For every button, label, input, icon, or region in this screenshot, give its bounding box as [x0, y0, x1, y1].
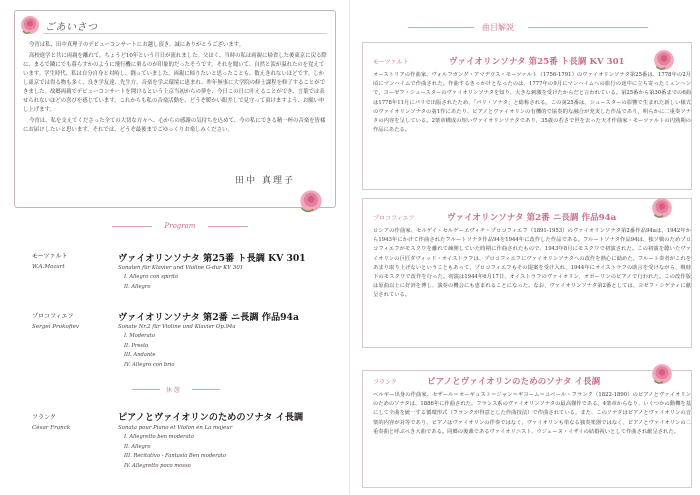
- rose-icon: [650, 362, 674, 386]
- note-box-prokofiev: [362, 198, 692, 348]
- program-ornament-right: [208, 226, 248, 227]
- program-movements-2: [124, 332, 175, 370]
- greeting-paragraph-2: 高校進学と共に両親を離れて、ちょうど10年という月日が流れました。父はく、当時の私は両親に帰省した後東京に戻る際に、まるで隣にでも暮らすかのように飛行機に乗るのが印象的だったそうです。それを聞いて、自然と涙が溢れたのを覚えています。学生時代、私は自分自身と対峙し、闘っていました。両親に帰りたいと思ったことも、数えきれないほどです。しかし東京では得る物も多く、良き学友達、先生方、音楽を学ぶ環境に恵まれ、昨年無事に大学院の修士課程を修了することができました。故郷両親でデビューコンサートを開けるという上京当初からの夢を、今日この日に叶えることができ、言葉では表せられないほどの喜びを感じています。これからも私の音楽活動を、どうぞ暖かい眼差しで見守って頂けますよう、お願い申し上げます。: [23, 53, 327, 113]
- notes-heading-rule-left: [408, 27, 474, 28]
- note-text-2: ロシアの作曲家、セルゲイ・セルゲーエヴィチ・プロコフィエフ（1891-1953）のヴァイオリンソナタ第2番作品94aは、1942年から1943年にかけて作曲されたフルートソナタ作品94を1944年に改作した作品である。フルートソナタ作品94は、独ソ戦のためプロコフィエフがモスクワを離れて疎開していた時期に作曲されたもので、1943年8月にモスクワで初演された。この初演を聴いたヴァイオリンの巨匠ダヴィッド・オイストラフは、プロコフィエフにヴァイオリンソナタへの改作を熱心に勧めた。フルート奏者がこれをあまり取り上げないということもあって、プロコフィエフもその提案を受け入れ、1944年にオイストラフの助言を受けながら、戦時下のモスクワで改作を行った。初演は1944年6月17日、オイストラフのヴァイオリン、オボーリンのピアノで行われた。この改作版は原曲以上に好評を博し、演奏の機会にも恵まれることになった。なお、ヴァイオリンソナタ第2番としては、ヨゼフ・シゲティに献呈されている。: [373, 228, 691, 299]
- program-work-subtitle-2: Sonate Nr.2 für Violine und Klavier Op.94a: [118, 324, 236, 330]
- movement: IV. Allegretto poco mosso: [124, 462, 191, 469]
- left-page: [0, 0, 348, 495]
- program-composer-jp-3: フランク: [32, 414, 56, 421]
- note-composer-2: プロコフィエフ: [373, 215, 415, 222]
- greeting-paragraph-3: 今宵は、私を支えてくださった全ての大切な方々へ、心からの感謝の気持ちを込めて、今の私にできる精一杯の音楽を皆様にお届けしたいと思います。それでは、どうぞ最後までごゆっくりお楽しみください。: [23, 118, 326, 133]
- movement: II. Allegro: [124, 443, 151, 450]
- movement: III. Recitativo - Fantasia Ben moderato: [124, 453, 227, 459]
- note-text-3: ベルギー出身の作曲家、セザール＝オーギュスト＝ジャン＝ギヨーム＝ユベール・フランク（1822-1890）のピアノとヴァイオリンのためのソナタは、1886年に作曲された。フランス系のヴァイオリンソナタの最高傑作である。4楽章からなり、いくつかの動機を基にして全曲を統一する循環形式（フランクが得意とした作曲技法）で作曲されている。また、このソナタはピアノとヴァイオリンの音楽的内容が対等であり、ピアノはヴァイオリンの伴奏ではなく、ヴァイオリンも単なる独奏楽器ではなく、ピアノとヴァイオリンの二重奏曲と呼ぶべき大曲である。同郷の後輩であるヴァイオリニスト、ウジェーヌ・イザイの結婚祝いとして作曲され献呈された。: [373, 392, 691, 435]
- program-composer-en-2: Sergei Prokofiev: [32, 324, 80, 330]
- rose-icon: [19, 14, 41, 36]
- program-composer-en-1: W.A.Mozart: [32, 264, 65, 270]
- movement: III. Andante: [124, 352, 156, 358]
- notes-heading: 曲目解説: [482, 23, 514, 32]
- note-composer-3: フランク: [373, 379, 397, 386]
- movement: IV. Allegro con brio: [124, 361, 175, 368]
- interval-ornament-left: [132, 389, 160, 390]
- program-work-subtitle-3: Sonata pour Piano et Violon en La majeur: [118, 425, 233, 431]
- rose-icon: [298, 188, 324, 214]
- movement: II. Presto: [124, 342, 149, 349]
- movement: I. Allegro con spirito: [124, 274, 179, 280]
- program-work-title-1: ヴァイオリンソナタ 第25番 ト長調 KV 301: [118, 253, 306, 264]
- program-movements-3: [124, 433, 226, 471]
- greeting-box: [14, 10, 336, 208]
- note-box-franck: [362, 370, 692, 488]
- note-composer-1: モーツァルト: [373, 59, 409, 66]
- program-work-title-3: ピアノとヴァイオリンのためのソナタ イ長調: [118, 412, 304, 423]
- program-heading: Program: [164, 222, 196, 230]
- rose-icon: [650, 196, 674, 220]
- movement: I. Moderato: [124, 333, 155, 339]
- greeting-text: [23, 41, 329, 137]
- interval-ornament-right: [192, 389, 220, 390]
- program-composer-jp-1: モーツァルト: [32, 253, 68, 260]
- note-text-1: オーストリアの作曲家、ヴォルフガング・アマデウス・モーツァルト（1756-1791）のヴァイオリンソナタ第25番は、1778年の2月頃にマンハイムで作曲された。作曲するきっかけとなったのは、1777年の9月にマンハイムへの旅行の途中に立ち寄ったミュンヘンで、ヨーゼフ・シュースターのヴァイオリンソナタを知り、大きな刺激を受けたからだと言われている。第25番から第30番までの6曲は1778年11月にパリで出版されたため、「パリ・ソナタ」と総称される。この第25番は、シュースターの影響で生まれた新しい様式のヴァイオリンソナタの第1作にあたり、ピアノとヴァイオリンの有機的で協奏的な融合が充実した作品であり、明らかに二重奏ソナタの内容を呈している。2楽章構成の短いヴァイオリンソナタであり、35歳の若さで世を去った天才作曲家・モーツァルトの円熟期の作品にあたる。: [373, 72, 691, 134]
- notes-heading-rule-right: [528, 27, 648, 28]
- program-composer-en-3: César Franck: [32, 425, 71, 431]
- program-work-subtitle-1: Sonaten für Klavier und Violine G-dur KV 301: [118, 265, 244, 271]
- movement: II. Allegro: [124, 283, 151, 290]
- signature: 田中 真理子: [235, 176, 295, 186]
- greeting-title: ごあいさつ: [45, 22, 98, 33]
- movement: I. Allegretto ben moderato: [124, 434, 194, 440]
- interval-label: 休 憩: [166, 387, 180, 394]
- right-page: [352, 0, 700, 495]
- greeting-paragraph-1: 今宵は私、田中真理子のデビューコンサートにお越し頂き、誠にありがとうございます。: [29, 42, 244, 48]
- note-title-1: ヴァイオリンソナタ 第25番 ト長調 KV 301: [449, 57, 625, 67]
- program-composer-jp-2: プロコフィエフ: [32, 313, 74, 320]
- page-divider: [349, 0, 350, 495]
- note-title-2: ヴァイオリンソナタ 第2番 ニ長調 作品94a: [447, 213, 617, 223]
- note-box-mozart: [362, 42, 692, 190]
- greeting-title-rule: [43, 33, 327, 34]
- program-movements-1: [124, 273, 178, 292]
- program-work-title-2: ヴァイオリンソナタ 第2番 ニ長調 作品94a: [118, 312, 299, 323]
- note-title-3: ピアノとヴァイオリンのためのソナタ イ長調: [427, 377, 601, 387]
- rose-icon: [652, 48, 676, 72]
